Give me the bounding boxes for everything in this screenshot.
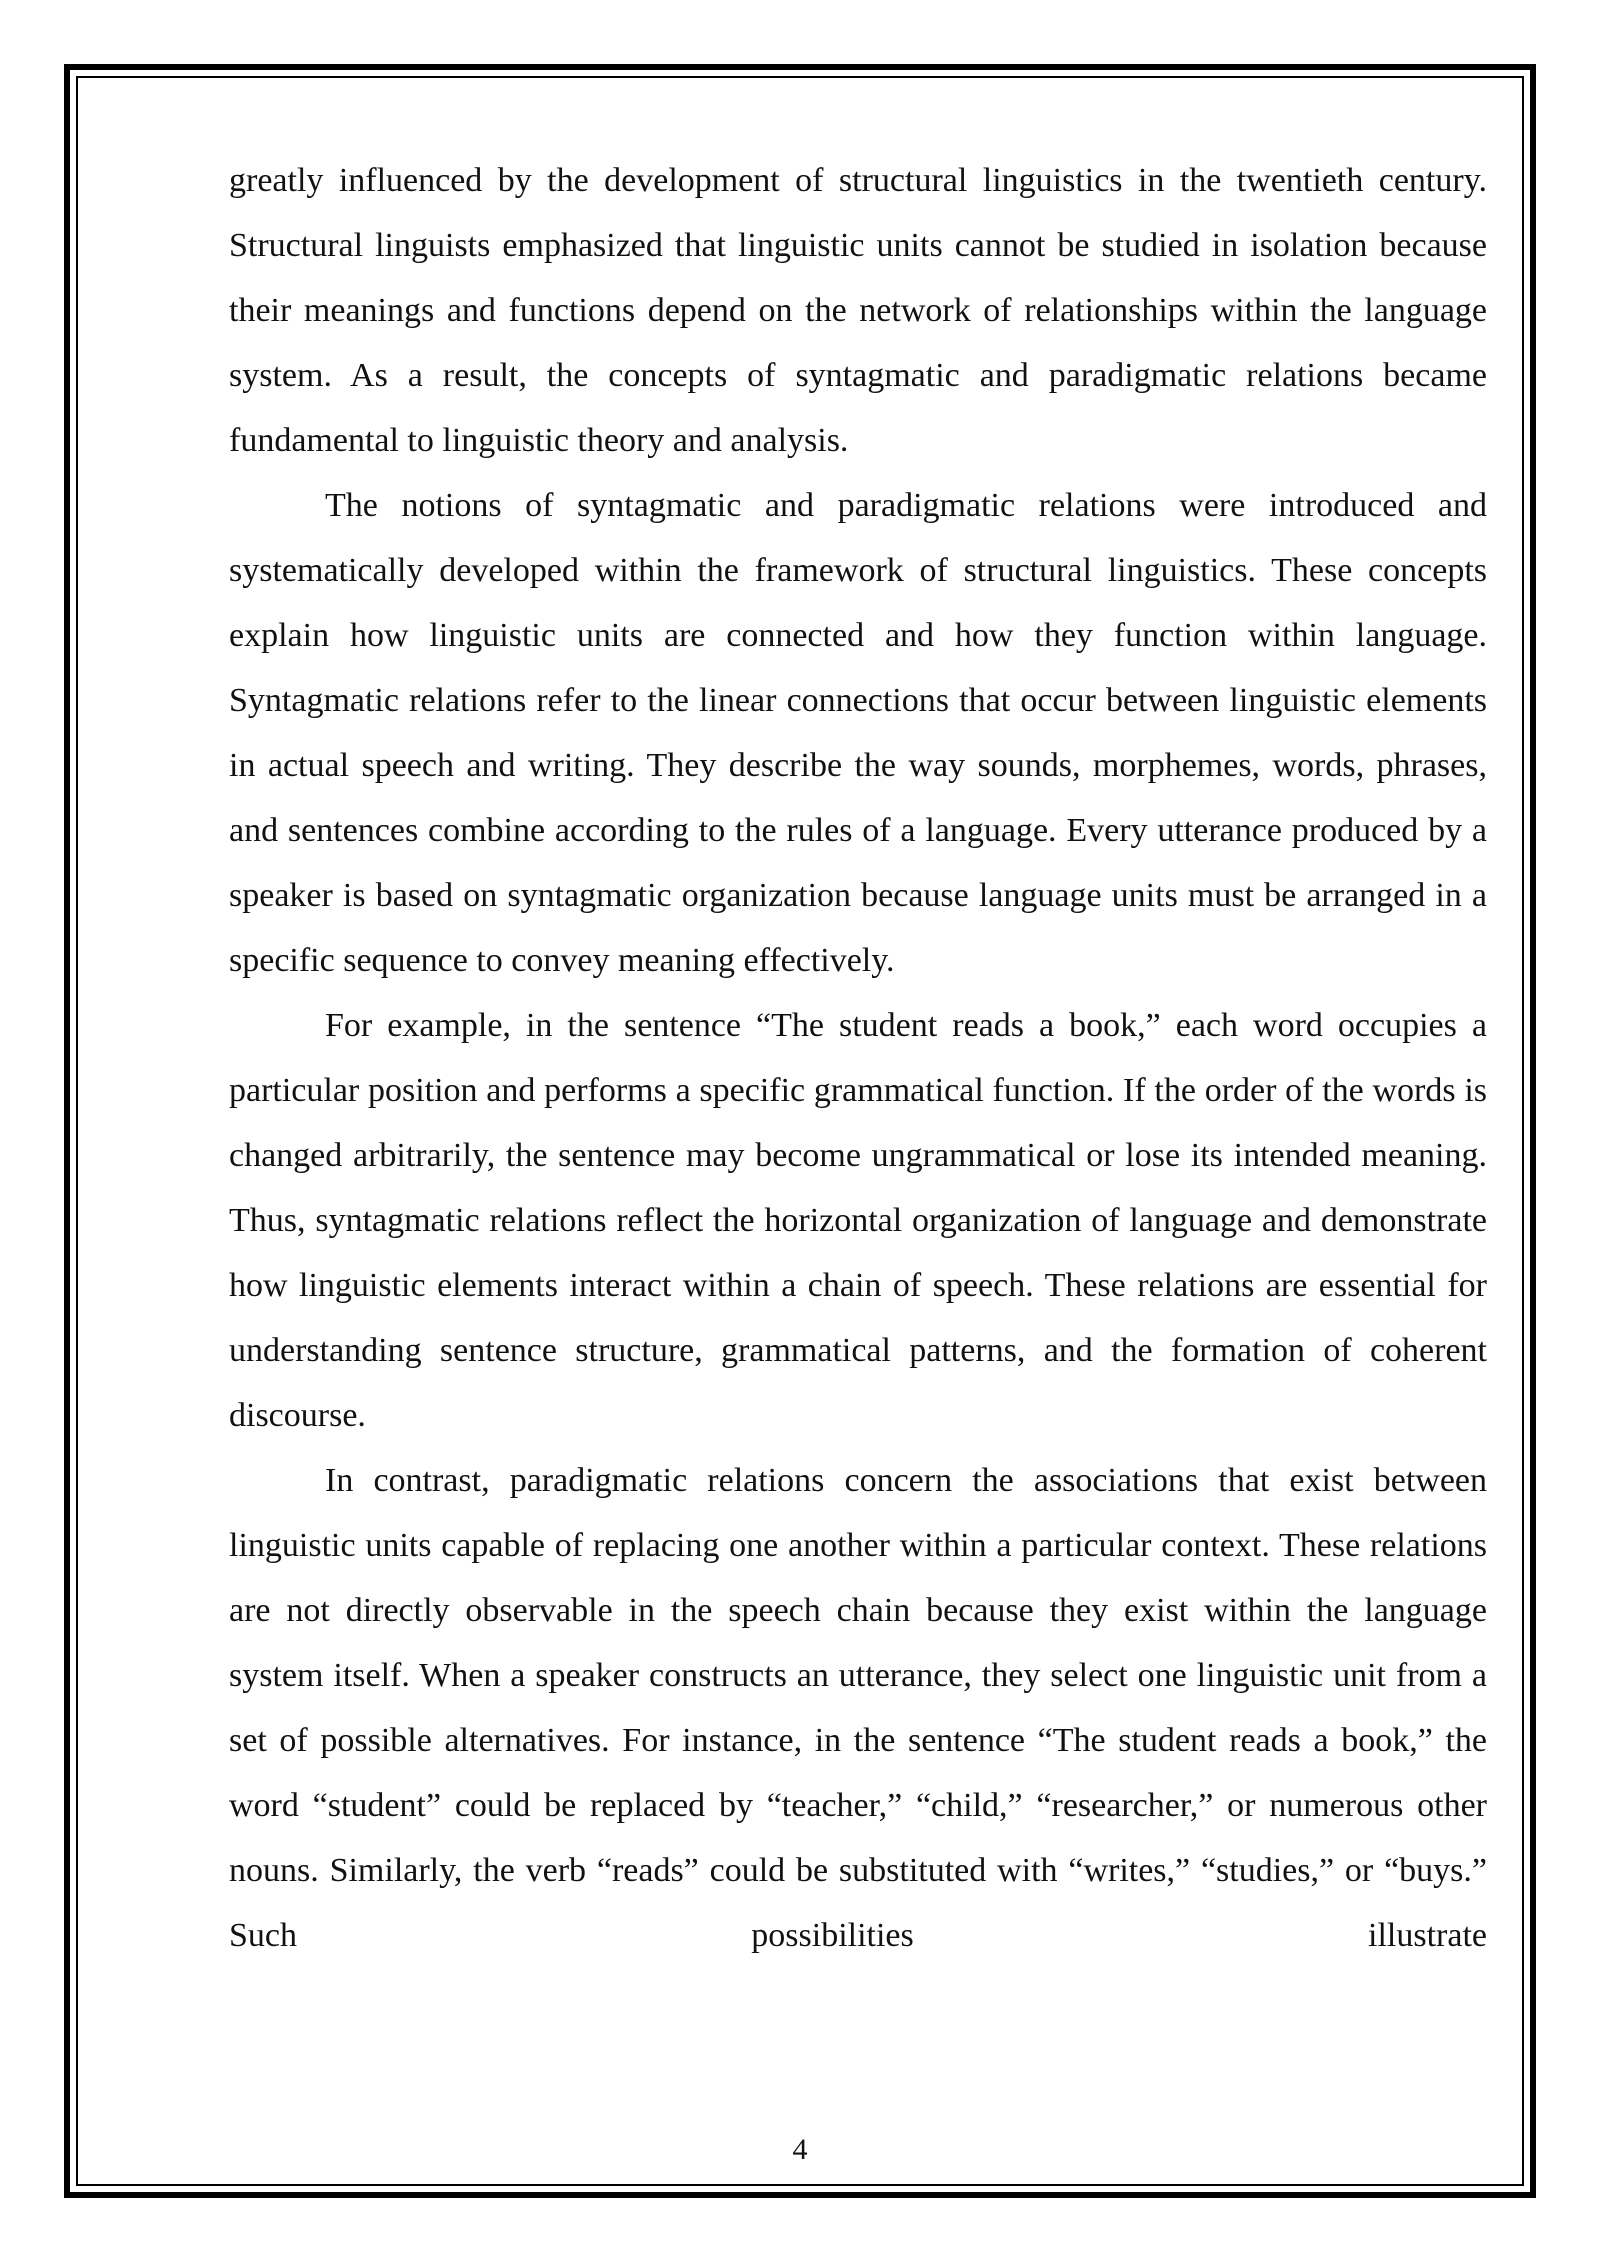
paragraph-example: For example, in the sentence “The student reads a book,” each word occupies a particular position and performs a specific grammatical function. If the order of the words is changed arbitrarily, the sentence may become ungrammatical or lose its intended meaning. Thus, syntagmatic relations reflect the horizontal organization of language and demonstrate how linguistic elements interact within a chain of speech. These relations are essential for understanding sentence structure, grammatical patterns, and the formation of coherent discourse. <box>229 1007 1487 1434</box>
paragraph-syntagmatic-paradigmatic-notions: The notions of syntagmatic and paradigmatic relations were introduced and systematically developed within the framework of structural linguistics. These concepts explain how linguistic units are connected and how they function within language. Syntagmatic relations refer to the linear connections that occur between linguistic elements in actual speech and writing. They describe the way sounds, morphemes, words, phrases, and sentences combine according to the rules of a language. Every utterance produced by a speaker is based on syntagmatic organization because language units must be arranged in a specific sequence to convey meaning effectively. <box>229 487 1487 979</box>
paragraph-paradigmatic-relations: In contrast, paradigmatic relations concern the associations that exist between linguistic units capable of replacing one another within a particular context. These relations are not directly observable in the speech chain because they exist within the language system itself. When a speaker constructs an utterance, they select one linguistic unit from a set of possible alternatives. For instance, in the sentence “The student reads a book,” the word “student” could be replaced by “teacher,” “child,” “researcher,” or numerous other nouns. Similarly, the verb “reads” could be substituted with “writes,” “studies,” or “buys.” Such possibilities illustrate <box>229 1462 1487 1954</box>
body-text <box>229 148 1487 1968</box>
paragraph-continuation: greatly influenced by the development of structural linguistics in the twentieth century. Structural linguists emphasized that linguistic units cannot be studied in isolation because their meanings and functions depend on the network of relationships within the language system. As a result, the concepts of syntagmatic and paradigmatic relations became fundamental to linguistic theory and analysis. <box>229 162 1487 459</box>
page-number: 4 <box>792 2133 808 2166</box>
